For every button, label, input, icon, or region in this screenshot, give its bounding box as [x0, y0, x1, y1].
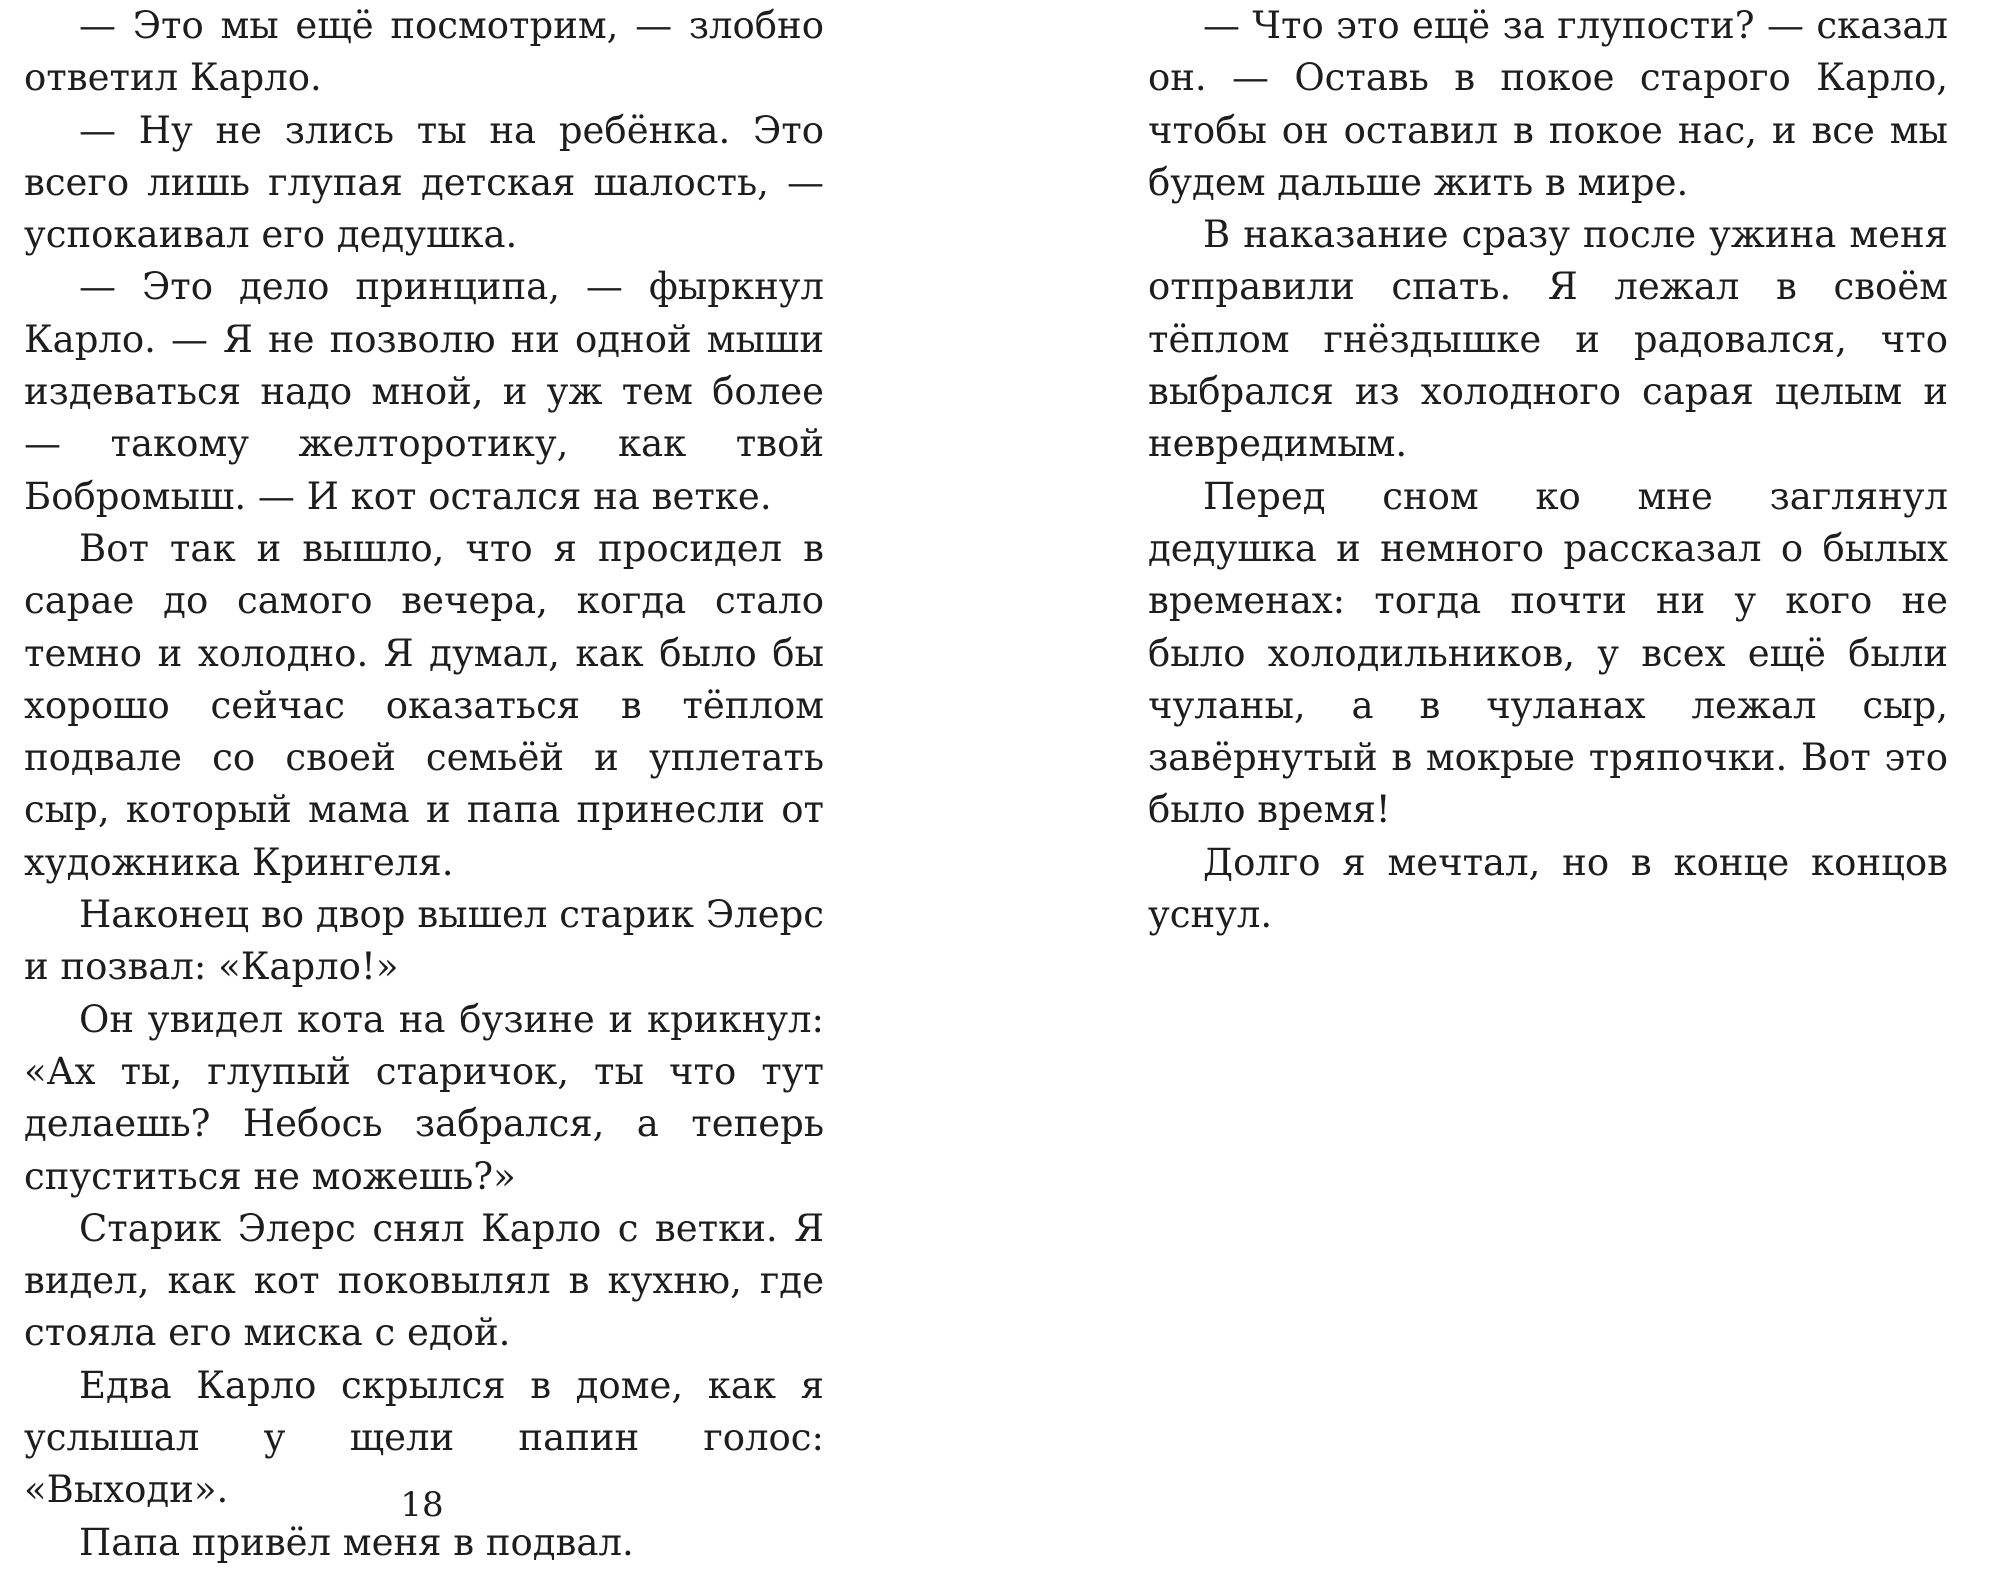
paragraph: — Что это ещё за глупости? — сказал он. — Оставь в покое старого Карло, чтобы он оставил в покое нас, и все мы будем дальше жить в мире.: [1148, 4, 1948, 204]
paragraph: — Это дело принципа, — фыркнул Карло. — Я не позволю ни одной мыши издеваться надо мной, и уж тем более — такому желторотику, как твой Бобромыш. — И кот остался на ветке.: [24, 265, 824, 518]
paragraph: Едва Карло скрылся в доме, как я услышал у щели папин голос: «Выходи».: [24, 1363, 824, 1512]
paragraph: Долго я мечтал, но в конце концов уснул.: [1148, 840, 1948, 937]
page-number: 18: [400, 1485, 444, 1525]
paragraph: Перед сном ко мне заглянул дедушка и немного рассказал о былых временах: тогда почти ни у кого не было холодильников, у всех ещё были чуланы, а в чуланах лежал сыр, завёрнутый в мокрые тряпочки. Вот это было время!: [1148, 474, 1948, 832]
paragraph: Старик Элерс снял Карло с ветки. Я видел, как кот поковылял в кухню, где стояла его миска с едой.: [24, 1206, 824, 1355]
paragraph: Вот так и вышло, что я просидел в сарае до самого вечера, когда стало темно и холодно. Я думал, как было бы хорошо сейчас оказаться в тёплом подвале со своей семьёй и уплетать сыр, который мама и папа принесли от художника Крингеля.: [24, 526, 824, 884]
left-page-text: [24, 0, 824, 1569]
paragraph: Наконец во двор вышел старик Элерс и позвал: «Карло!»: [24, 893, 824, 989]
paragraph: — Ну не злись ты на ребёнка. Это всего лишь глупая детская шалость, — успокаивал его дедушка.: [24, 108, 824, 257]
paragraph: Он увидел кота на бузине и крикнул: «Ах ты, глупый старичок, ты что тут делаешь? Небось забрался, а теперь спуститься не можешь?»: [24, 997, 824, 1198]
right-page-text: [1148, 0, 1948, 941]
paragraph: В наказание сразу после ужина меня отправили спать. Я лежал в своём тёплом гнёздышке и радовался, что выбрался из холодного сарая целым и невредимым.: [1148, 213, 1948, 466]
paragraph: Папа привёл меня в подвал.: [79, 1520, 634, 1564]
paragraph: — Это мы ещё посмотрим, — злобно ответил Карло.: [24, 4, 824, 100]
